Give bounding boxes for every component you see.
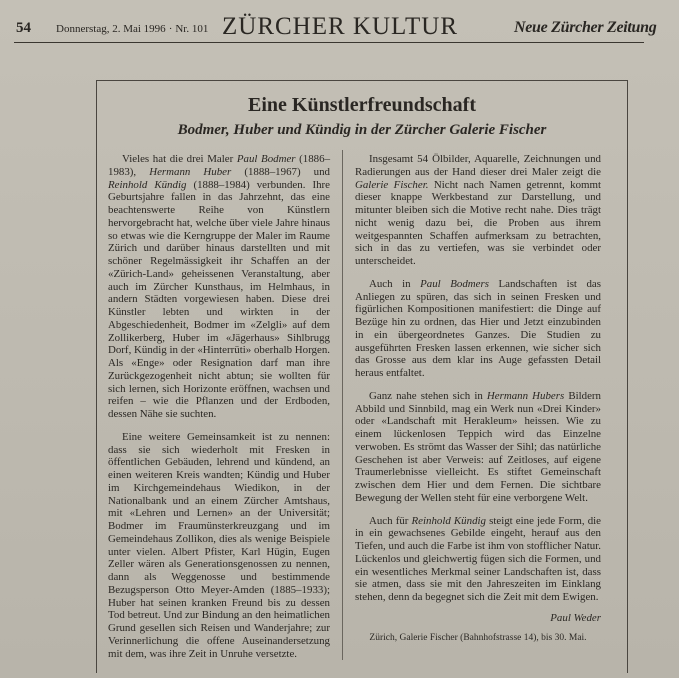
newspaper-logo: Neue Zürcher Zeitung xyxy=(514,19,657,36)
p5-name-huber: Hermann Hubers xyxy=(486,389,565,402)
article-title: Eine Künstlerfreundschaft xyxy=(248,94,476,116)
header-separator: · xyxy=(168,23,173,35)
article-column-left xyxy=(108,153,330,670)
p4-text-c: Landschaften ist das Anliegen zu spüren, das sich in seinen Fresken und figürlichen Kompositionen manifestiert: die Dinge auf Bezüge hin zu ordnen, das Hier und Jetzt einzubinden in ein übergeordnetes Ganzes. Die Studien zu ausgeführten Fresken lassen erkennen, wie sicher sich das Grosse aus dem klar ins Auge gefassten Detail heraus entfaltet. xyxy=(355,277,602,379)
p6-text-c: steigt eine jede Form, die in ein gewachsenes Gebilde eingeht, herauf aus den Tiefen, und auch die Farbe ist ihm von stofflicher Natur. Lückenlos und gleichwertig fügen sich die Formen, und ein wesentliches Merkmal seiner Landschaften ist, dass sie atmen, dass sie mit den Jahreszeiten im Einklang stehen, denn da begegnet sich die Zeit mit dem Ewigen. xyxy=(355,514,601,603)
p1-text-c: (1886–1983), xyxy=(108,153,331,178)
header-rule xyxy=(14,42,644,43)
exhibition-info: Zürich, Galerie Fischer (Bahnhofstrasse 14), bis 30. Mai. xyxy=(369,632,587,643)
issue-date: Donnerstag, 2. Mai 1996 xyxy=(56,23,166,35)
p4-name-bodmer: Paul Bodmers xyxy=(420,277,489,290)
article-column-right xyxy=(355,153,601,644)
p5-text-a: Ganz nahe stehen sich in xyxy=(369,389,487,402)
p5-text-c: Bildern Abbild und Sinnbild, mag ein Werk nun «Drei Kinder» oder «Landschaft mit Herakleum» heissen. Wie zu einem lückenlosen Teppich wird das Einzelne verwoben. Es strömt das Wasser der Sihl; das natürliche Geschehen ist aber Verweis: auf Zeitloses, auf eigene Traumerlebnisse vielleicht. Es stiftet Gemeinschaft zwischen dem Hier und dem Fernen. Die sichtbare Bewegung der Wellen steht für eine verborgene Welt. xyxy=(355,389,601,504)
p3-text-c: Nicht nach Namen getrennt, kommt dieser knappe Werkbestand zur Darstellung, und mitunter bleiben sich die Motive recht nahe. Dies trägt nicht wenig dazu bei, die Proben aus ihrem weitgespannten Schaffen aufmerksam zu betrachten, sich in das zu vertiefen, was sie verbindet oder unterscheidet. xyxy=(355,178,601,267)
issue-number: Nr. 101 xyxy=(175,23,209,35)
p2-text: Eine weitere Gemeinsamkeit ist zu nennen: dass sie sich wiederholt mit Fresken in öffentlichen Gebäuden, lehrend und kündend, an einen weiteren Kreis wandten; Kündig und Huber im Kirchgemeindehaus Wiedikon, in der Nationalbank und an einem Zürcher Amtshaus, mit «Lehren und Lernen» an der Universität; Bodmer im Fraumünsterkreuzgang und im Gemeindehaus Zollikon, dies als wenige Beispiele unter vielen. Albert Pfister, Karl Hügin, Eugen Zeller wären als Generationsgenossen zu nennen, dann als Weggenosse und bestimmende Bezugsperson Otto Meyer-Amden (1885–1933); Huber hat seinen kranken Freund bis zu dessen Tod betreut. Und zur Bindung an den heimatlichen Grund gesellen sich Reisen und Wanderjahre; zur Verinnerlichung die offene Auseinandersetzung mit dem, was ihre Zeit in Unruhe versetzte. xyxy=(108,430,330,660)
article-subtitle: Bodmer, Huber und Kündig in der Zürcher Galerie Fischer xyxy=(177,122,547,138)
p1-text-g: (1888–1984) verbunden. Ihre Geburtsjahre fallen in das Jahrzehnt, das eine beachtenswerte Reihe von Künstlern hervorgebracht hat, welche über viele Jahre hinaus so etwas wie die Kerngruppe der Maler im Raume Zürich und darüber hinaus darstellten und mit schöner Regelmässigkeit ihr Schaffen an der «Zürich-Land» geheissenen Veranstaltung, aber auch im Zürcher Kunsthaus, im Helmhaus, in andern Städten vorgewiesen haben. Diese drei Künstler lebten und wirkten in der Abgeschiedenheit, Bodmer im «Zelgli» auf dem Zollikerberg, Huber im «Jägerhaus» Sihlbrugg Dorf, Kündig in der «Hinterrüti» oberhalb Horgen. Als «Enge» oder Resignation darf man ihre Zurückgezogenheit nicht abtun; sie wollten für sich lernen, sich Horizonte eröffnen, wachsen und reifen – wie die Pflanzen und der Erdboden, dessen Nähe sie suchten. xyxy=(108,178,330,420)
paragraph-3 xyxy=(355,153,601,268)
page-header xyxy=(0,0,679,44)
author-byline: Paul Weder xyxy=(550,611,601,624)
p1-text-e: (1888–1967) und xyxy=(231,165,330,178)
page-number: 54 xyxy=(16,20,31,36)
p4-text-a: Auch in xyxy=(369,277,421,290)
p1-name-huber: Hermann Huber xyxy=(149,165,232,178)
p1-name-bodmer: Paul Bodmer xyxy=(236,153,296,165)
paragraph-6 xyxy=(355,515,601,604)
p6-name-kuendig: Reinhold Kündig xyxy=(411,514,486,527)
paragraph-4 xyxy=(355,278,601,380)
p1-name-kuendig: Reinhold Kündig xyxy=(108,178,187,191)
p3-gallery-name: Galerie Fischer. xyxy=(355,178,429,191)
section-title: ZÜRCHER KULTUR xyxy=(222,13,459,40)
p3-text-a: Insgesamt 54 Ölbilder, Aquarelle, Zeichnungen und Radierungen aus der Hand dieser drei Maler zeigt die xyxy=(355,153,601,178)
paragraph-2 xyxy=(108,431,330,661)
p1-text-a: Vieles hat die drei Maler xyxy=(122,153,237,165)
p6-text-a: Auch für xyxy=(369,514,412,527)
paragraph-5 xyxy=(355,390,601,505)
column-divider xyxy=(342,150,343,660)
issue-line xyxy=(56,23,208,35)
paragraph-1 xyxy=(108,153,330,421)
